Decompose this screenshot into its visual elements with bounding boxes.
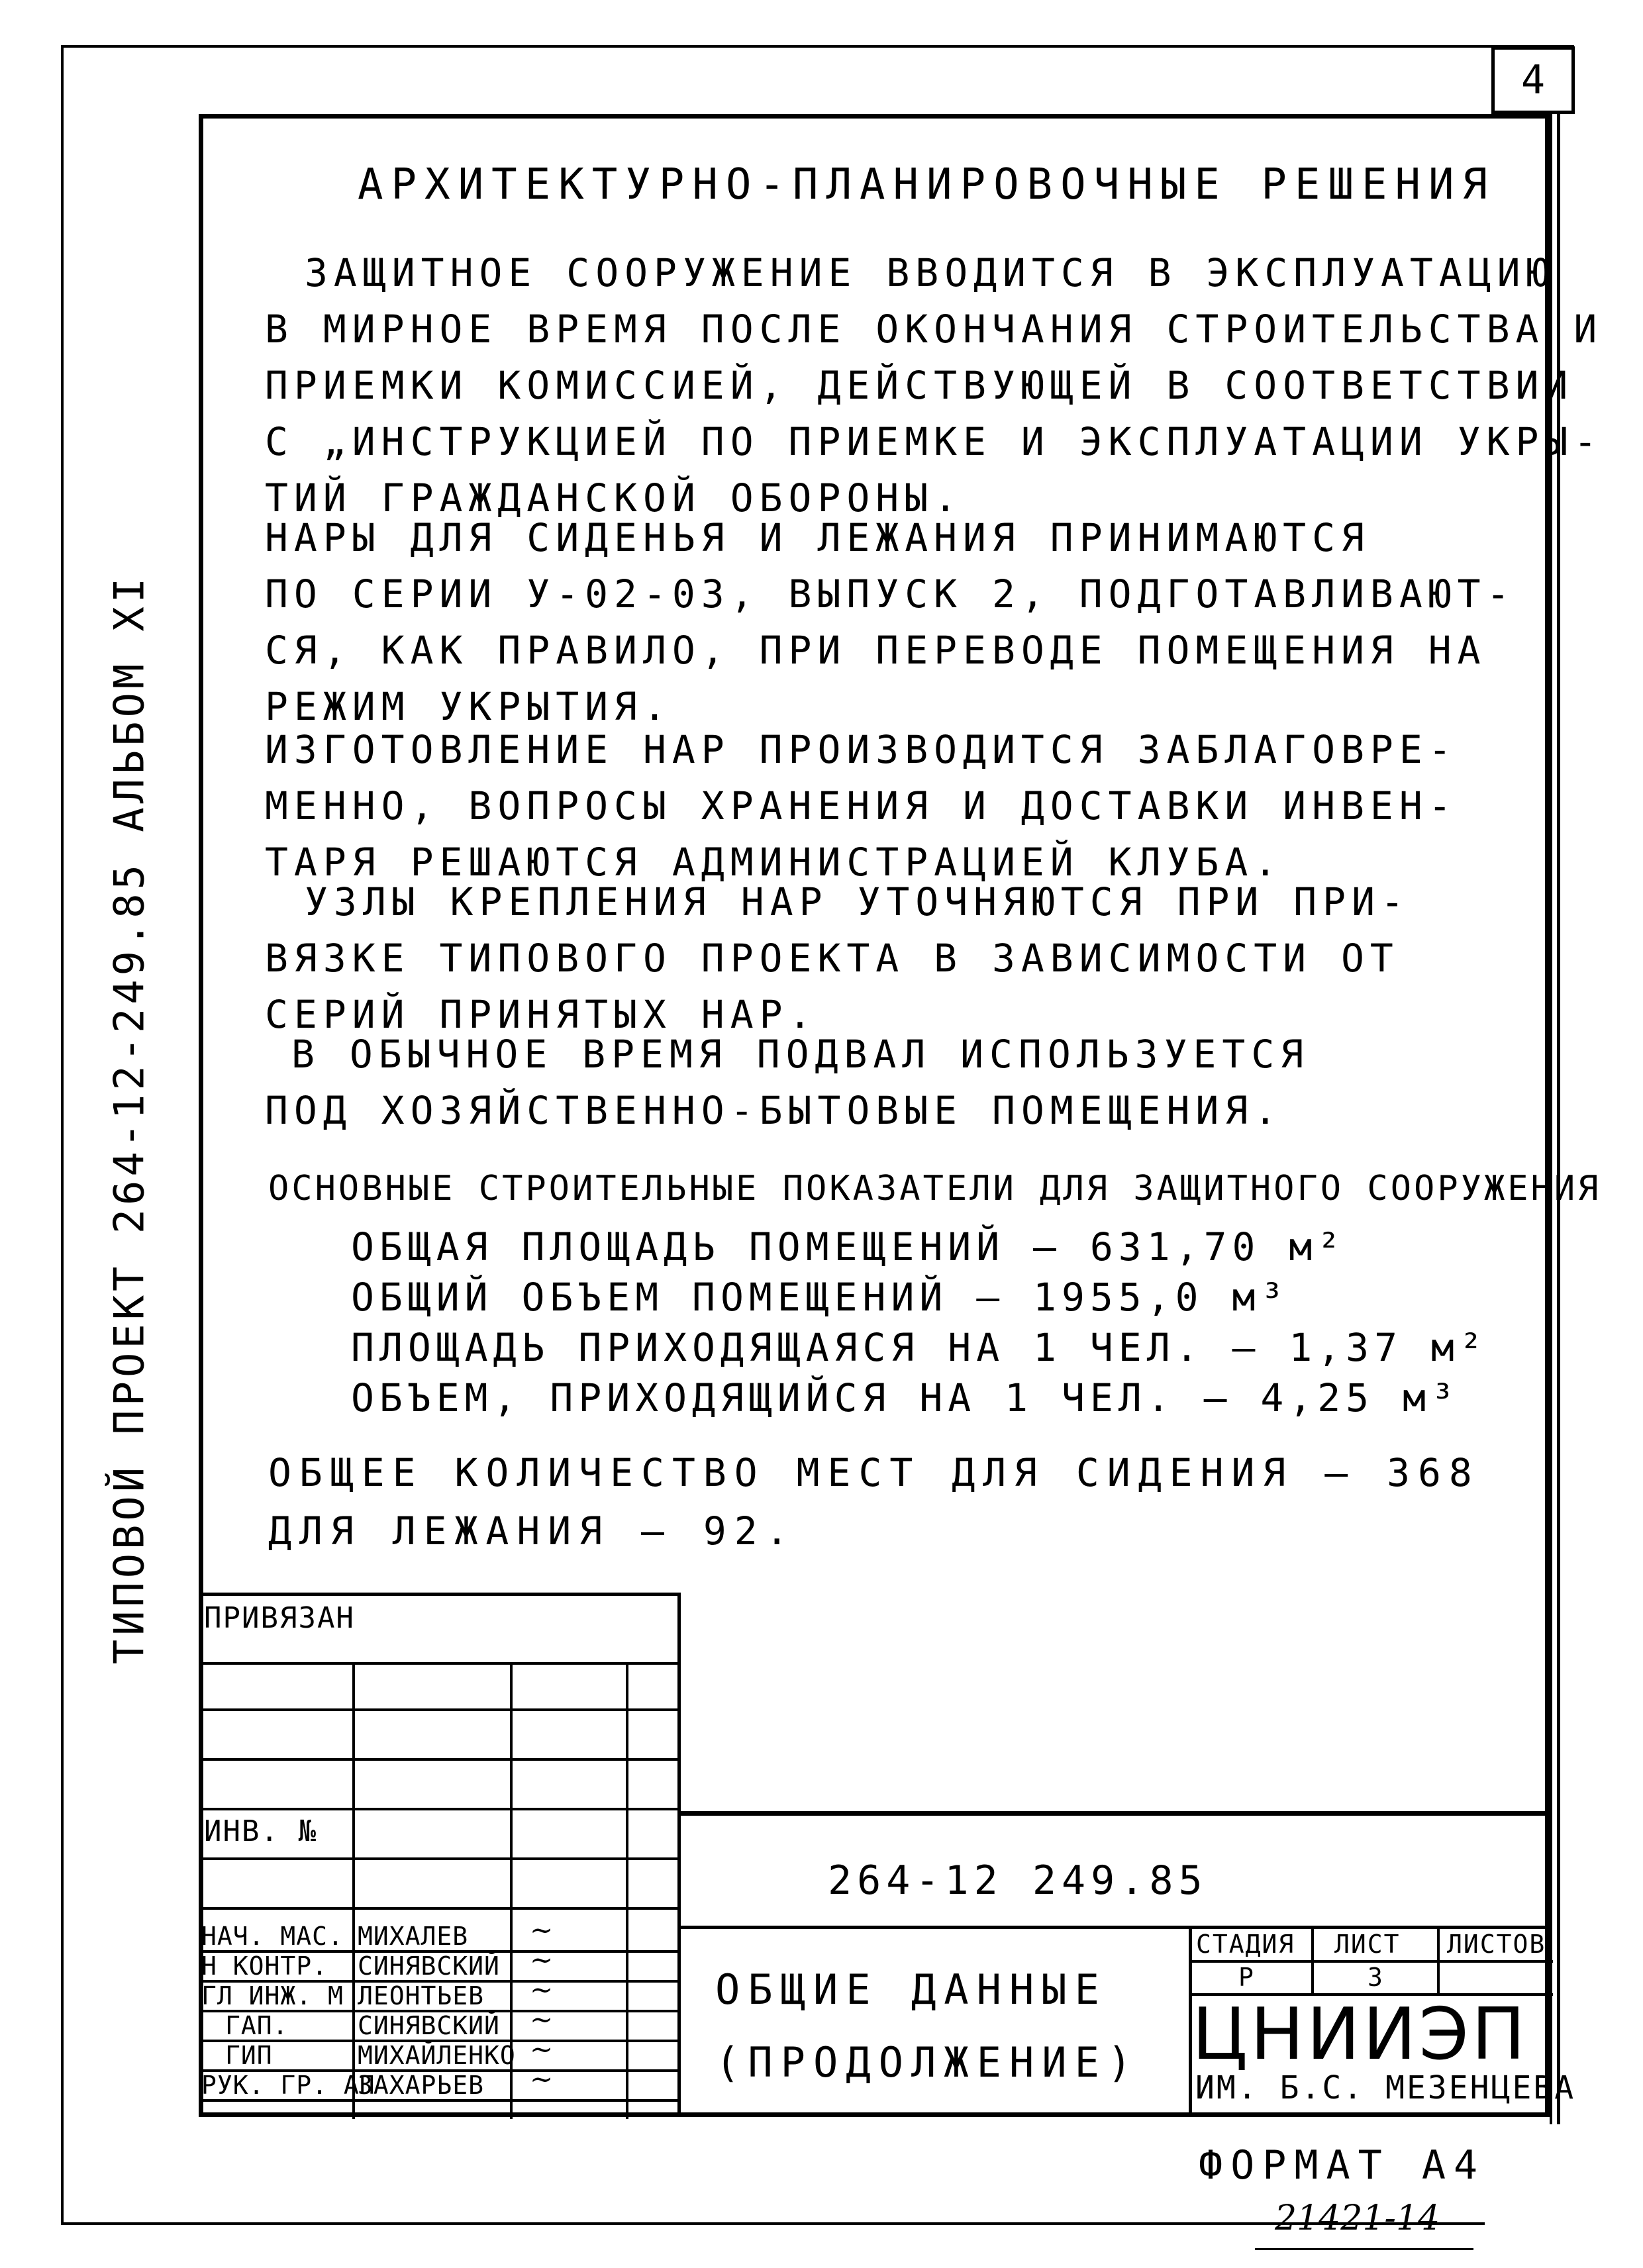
seating-places: ОБЩЕЕ КОЛИЧЕСТВО МЕСТ ДЛЯ СИДЕНИЯ — 368 (268, 1450, 1480, 1495)
staff-name: ЗАХАРЬЕВ (358, 2071, 485, 2100)
text-line: ТАРЯ РЕШАЮТСЯ АДМИНИСТРАЦИЕЙ КЛУБА. (265, 840, 1283, 885)
stat-total-volume: ОБЩИЙ ОБЪЕМ ПОМЕЩЕНИЙ — 1955,0 м³ (351, 1275, 1289, 1320)
approval-table (199, 1593, 681, 2116)
document-name-line2: (ПРОДОЛЖЕНИЕ) (715, 2038, 1140, 2087)
paragraph-peacetime-use (265, 1026, 1543, 1139)
stat-volume-per-person: ОБЪЕМ, ПРИХОДЯЩИЙСЯ НА 1 ЧЕЛ. — 4,25 м³ (351, 1375, 1460, 1420)
sheet-label: ЛИСТ (1334, 1930, 1401, 1959)
stat-area-per-person: ПЛОЩАДЬ ПРИХОДЯЩАЯСЯ НА 1 ЧЕЛ. — 1,37 м² (351, 1325, 1488, 1370)
table-line (1437, 1926, 1440, 1993)
sheet-number-text: 4 (1520, 57, 1546, 103)
frame-edge (1550, 111, 1560, 2124)
table-line (199, 1808, 681, 1810)
staff-role: ГИП (225, 2041, 273, 2070)
staff-role: РУК. ГР. АП (201, 2071, 375, 2100)
text-line: ПО СЕРИИ У-02-03, ВЫПУСК 2, ПОДГОТАВЛИВАЮТ- (265, 571, 1516, 616)
staff-signature: ~ (530, 1914, 554, 1946)
text-line: ПОД ХОЗЯЙСТВЕННО-БЫТОВЫЕ ПОМЕЩЕНИЯ. (265, 1088, 1283, 1133)
section-title: АРХИТЕКТУРНО-ПЛАНИРОВОЧНЫЕ РЕШЕНИЯ (358, 160, 1496, 209)
staff-name: СИНЯВСКИЙ (358, 2011, 500, 2040)
table-line (199, 1708, 681, 1711)
paper-format: ФОРМАТ А4 (1199, 2142, 1486, 2189)
staff-name: ЛЕОНТЬЕВ (358, 1981, 485, 2010)
text-line: РЕЖИМ УКРЫТИЯ. (265, 684, 672, 729)
text-line: В ОБЫЧНОЕ ВРЕМЯ ПОДВАЛ ИСПОЛЬЗУЕТСЯ (291, 1032, 1310, 1077)
table-line (626, 1662, 628, 2119)
text-line: СЕРИЙ ПРИНЯТЫХ НАР. (265, 992, 818, 1037)
table-line (352, 1662, 355, 2119)
bottom-edge-line (61, 2222, 1485, 2225)
paragraph-fastening (265, 874, 1543, 1043)
table-line (199, 1857, 681, 1860)
staff-signature: ~ (530, 2063, 554, 2095)
staff-name: СИНЯВСКИЙ (358, 1951, 500, 1981)
table-line (199, 1758, 681, 1761)
table-line (1311, 1926, 1314, 1993)
places-count (268, 1444, 1480, 1560)
staff-signature: ~ (530, 1973, 554, 2006)
text-line: В МИРНОЕ ВРЕМЯ ПОСЛЕ ОКОНЧАНИЯ СТРОИТЕЛЬСТВА И (265, 307, 1603, 352)
document-name-line1: ОБЩИЕ ДАННЫЕ (715, 1965, 1107, 2014)
staff-signature: ~ (530, 2003, 554, 2036)
text-line: УЗЛЫ КРЕПЛЕНИЯ НАР УТОЧНЯЮТСЯ ПРИ ПРИ- (305, 879, 1410, 924)
document-name (715, 1953, 1140, 2099)
staff-role: ГЛ ИНЖ. М (201, 1981, 344, 2010)
staff-role: ГАП. (225, 2011, 289, 2040)
inv-label: ИНВ. № (204, 1814, 317, 1848)
staff-signature: ~ (530, 1944, 554, 1976)
table-line (199, 1662, 681, 1665)
organization-name: ЦНИИЭП (1192, 1993, 1528, 2076)
staff-name: МИХАЙЛЕНКО (358, 2041, 516, 2070)
text-line: МЕННО, ВОПРОСЫ ХРАНЕНИЯ И ДОСТАВКИ ИНВЕН- (265, 783, 1458, 828)
side-project-note: ТИПОВОЙ ПРОЕКТ 264-12-249.85 АЛЬБОМ XI (105, 573, 154, 1665)
staff-role: Н КОНТР. (201, 1951, 328, 1981)
bound-label: ПРИВЯЗАН (204, 1601, 355, 1635)
paragraph-bunks (265, 510, 1543, 735)
text-line: ЗАЩИТНОЕ СООРУЖЕНИЕ ВВОДИТСЯ В ЭКСПЛУАТАЦИЮ (305, 250, 1556, 295)
staff-name: МИХАЛЕВ (358, 1922, 469, 1951)
stage-label: СТАДИЯ (1196, 1930, 1295, 1959)
staff-signature: ~ (530, 2033, 554, 2065)
title-block-border (681, 1811, 1550, 1816)
paragraph-manufacturing (265, 722, 1543, 891)
text-line: СЯ, КАК ПРАВИЛО, ПРИ ПЕРЕВОДЕ ПОМЕЩЕНИЯ НА (265, 628, 1487, 673)
text-line: ТИЙ ГРАЖДАНСКОЙ ОБОРОНЫ. (265, 475, 964, 520)
text-line: ИЗГОТОВЛЕНИЕ НАР ПРОИЗВОДИТСЯ ЗАБЛАГОВРЕ- (265, 727, 1458, 772)
text-line: ВЯЗКЕ ТИПОВОГО ПРОЕКТА В ЗАВИСИМОСТИ ОТ (265, 936, 1399, 981)
text-line: НАРЫ ДЛЯ СИДЕНЬЯ И ЛЕЖАНИЯ ПРИНИМАЮТСЯ (265, 515, 1370, 560)
sheet-number (1491, 46, 1575, 114)
organization-subtitle: ИМ. Б.С. МЕЗЕНЦЕВА (1195, 2069, 1576, 2106)
stage-value: Р (1238, 1963, 1255, 1992)
text-line: ПРИЕМКИ КОМИССИЕЙ, ДЕЙСТВУЮЩЕЙ В СООТВЕТСТВИИ (265, 363, 1574, 408)
paragraph-commissioning (265, 245, 1603, 526)
document-code: 264-12 249.85 (828, 1857, 1208, 1904)
lying-places: ДЛЯ ЛЕЖАНИЯ — 92. (268, 1508, 797, 1553)
sheet-value: 3 (1368, 1963, 1384, 1992)
stats-heading: ОСНОВНЫЕ СТРОИТЕЛЬНЫЕ ПОКАЗАТЕЛИ ДЛЯ ЗАЩИТНОГО СООРУЖЕНИЯ (268, 1169, 1601, 1208)
sheets-label: ЛИСТОВ (1447, 1930, 1546, 1959)
text-line: С „ИНСТРУКЦИЕЙ ПО ПРИЕМКЕ И ЭКСПЛУАТАЦИИ УКРЫ- (265, 419, 1603, 464)
stats-list (351, 1222, 1488, 1423)
inventory-underline (1255, 2248, 1473, 2250)
stat-total-area: ОБЩАЯ ПЛОЩАДЬ ПОМЕЩЕНИЙ — 631,70 м² (351, 1224, 1346, 1269)
inventory-number: 21421-14 (1275, 2198, 1440, 2238)
staff-role: НАЧ. МАС. (201, 1922, 344, 1951)
table-line (199, 1907, 681, 1910)
